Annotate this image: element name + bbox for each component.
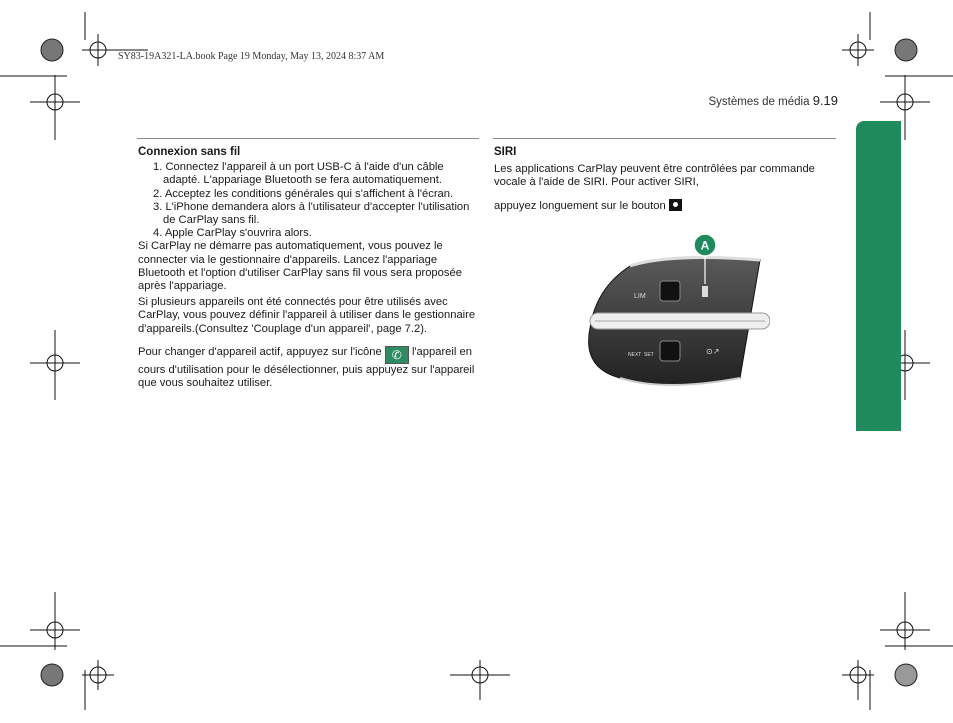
register-target-tr (842, 34, 874, 66)
voice-button-on-wheel (702, 286, 708, 297)
paragraph-text: appuyez longuement sur le bouton (494, 199, 666, 212)
register-target-bl (82, 660, 114, 690)
register-target-r3 (880, 592, 930, 650)
step-item: 3. L'iPhone demandera alors à l'utilisateur d'accepter l'utilisation de CarPlay sans fil. (153, 200, 470, 227)
paragraph-text: Pour changer d'appareil actif, appuyez sur l'icône (138, 345, 382, 358)
register-target-tl (82, 34, 114, 66)
page-number: 9.19 (812, 93, 838, 108)
section-heading-wireless: Connexion sans fil (138, 146, 241, 158)
steering-wheel-controls-illustration (570, 228, 770, 392)
callout-label: A (700, 238, 710, 253)
chapter-tab (856, 121, 901, 431)
register-target-l2 (30, 330, 80, 400)
paragraph-text: l'appareil en cours d'utilisation pour le désélectionner, puis appuyez sur l'appareil que vous souhaitez utiliser. (138, 345, 475, 390)
wheel-label-next: NEXT (628, 352, 642, 358)
paragraph: Les applications CarPlay peuvent être contrôlées par commande vocale à l'aide de SIRI. Pour activer SIRI, (494, 163, 815, 189)
paragraph: Si CarPlay ne démarre pas automatiquement, vous pouvez le connecter via le gestionnaire d'appareils. Lancez l'appariage Bluetooth et l'option d'utiliser CarPlay sans fil vous sera proposée après l'appariage. (138, 240, 462, 293)
section-title: Systèmes de média (708, 96, 810, 108)
paragraph (138, 346, 480, 390)
print-info-line: SY83-19A321-LA.book Page 19 Monday, May 13, 2024 8:37 AM (118, 51, 385, 62)
device-switch-icon: ✆ (385, 346, 409, 364)
wheel-label-lim: LIM (634, 293, 646, 300)
register-target-l1 (30, 75, 80, 140)
register-target-l3 (30, 592, 80, 650)
register-target-br (842, 660, 874, 700)
right-column (494, 146, 836, 213)
wheel-label-set: SET (644, 352, 654, 358)
left-column (138, 146, 480, 390)
left-column-rule (137, 138, 479, 139)
page-header (708, 93, 838, 108)
register-target-bc (450, 660, 510, 700)
paragraph (494, 199, 836, 213)
right-column-rule (493, 138, 836, 139)
step-item: 1. Connectez l'appareil à un port USB-C à l'aide d'un câble adapté. L'appariage Bluetooth se fera automatiquement. (153, 161, 444, 187)
voice-button-icon (669, 199, 682, 211)
wheel-label-phone: ⊙↗ (706, 347, 720, 356)
section-heading-siri: SIRI (494, 146, 517, 158)
step-item: 4. Apple CarPlay s'ouvrira alors. (153, 227, 312, 240)
paragraph: Si plusieurs appareils ont été connectés pour être utilisés avec CarPlay, vous pouvez définir l'appareil à utiliser dans le gestionnaire d'appareils.(Consultez 'Couplage d'un appareil', page 7.2). (138, 296, 476, 335)
steps-list (138, 161, 480, 240)
step-item: 2. Acceptez les conditions générales qui s'affichent à l'écran. (153, 187, 454, 200)
